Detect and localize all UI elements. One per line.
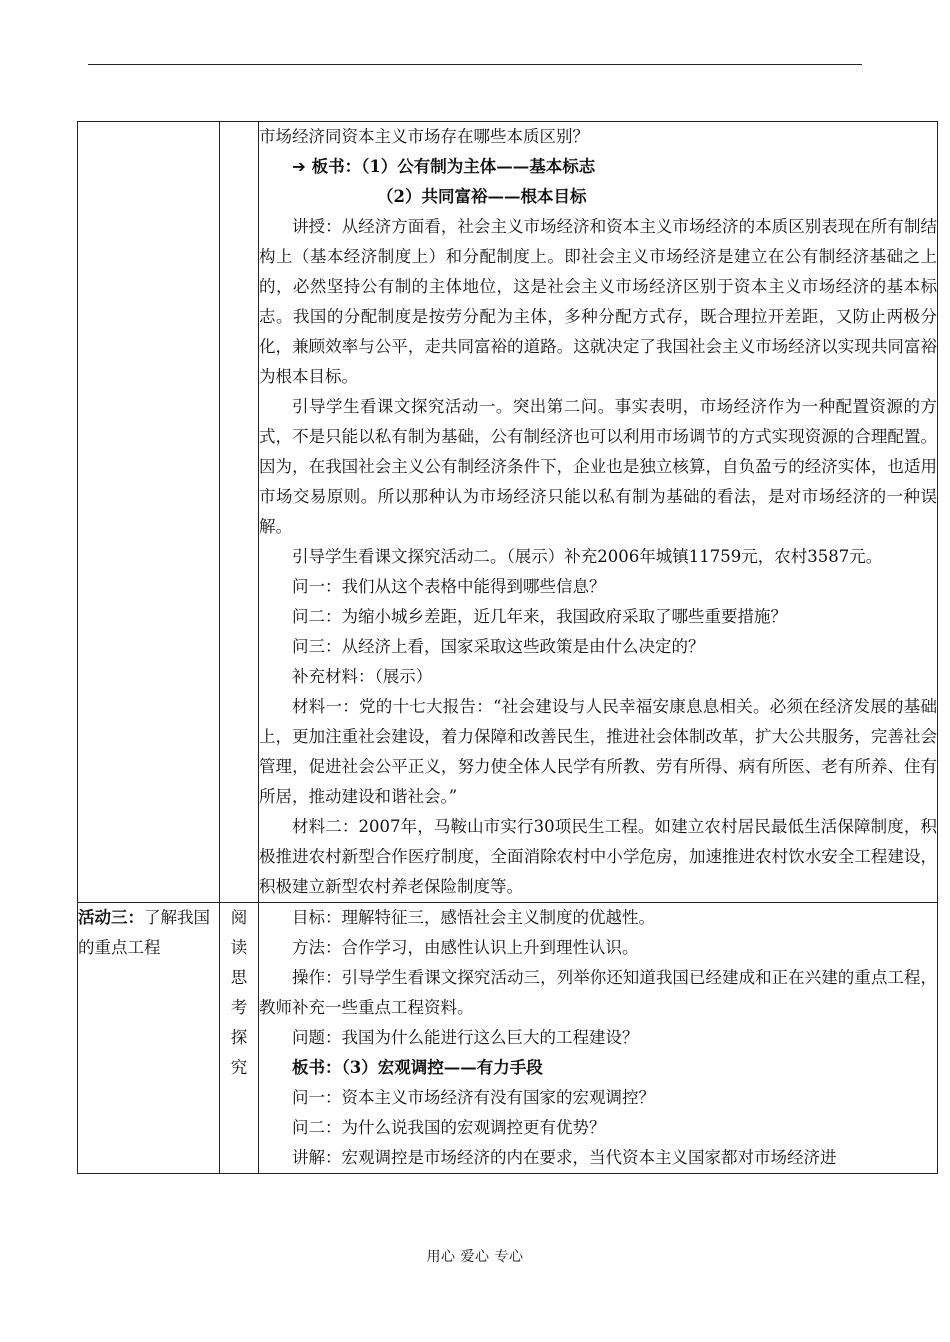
content-paragraph: 方法：合作学习，由感性认识上升到理性认识。 [292, 938, 639, 957]
board-note-3: 板书：（3）宏观调控——有力手段 [292, 1058, 543, 1077]
method-cell-empty [220, 122, 259, 903]
content-paragraph: 补充材料：（展示） [292, 667, 433, 686]
table-row-activity-3 [78, 903, 938, 1174]
content-paragraph: 问一：我们从这个表格中能得到哪些信息？ [292, 577, 606, 596]
method-char: 阅 [230, 908, 248, 927]
method-char: 探 [230, 1028, 248, 1047]
content-paragraph: 材料一：党的十七大报告：“社会建设与人民幸福安康息息相关。必须在经济发展的基础上，更加注重社会建设，着力保障和改善民生，推进社会体制改革，扩大公共服务，完善社会管理，促进社会公平正义，努力使全体人民学有所教、劳有所得、病有所医、老有所养、住有所居，推动建设和谐社会。” [259, 697, 937, 806]
content-paragraph: 目标：理解特征三，感悟社会主义制度的优越性。 [292, 908, 655, 927]
content-paragraph: 问二：为什么说我国的宏观调控更有优势？ [292, 1118, 606, 1137]
content-paragraph: 讲授：从经济方面看，社会主义市场经济和资本主义市场经济的本质区别表现在所有制结构上（基本经济制度上）和分配制度上。即社会主义市场经济是建立在公有制经济基础之上的，必然坚持公有制的主体地位，这是社会主义市场经济区别于资本主义市场经济的基本标志。我国的分配制度是按劳分配为主体，多种分配方式存，既合理拉开差距，又防止两极分化，兼顾效率与公平，走共同富裕的道路。这就决定了我国社会主义市场经济以实现共同富裕为根本目标。 [259, 217, 937, 386]
activity-title-cell [78, 903, 220, 1174]
activity-label: 活动三： [78, 908, 144, 927]
content-paragraph: 问二：为缩小城乡差距，近几年来，我国政府采取了哪些重要措施？ [292, 607, 787, 626]
board-note-1-text: 板书：（1）公有制为主体——基本标志 [311, 157, 596, 176]
method-char: 考 [230, 998, 248, 1017]
content-paragraph: 问三：从经济上看，国家采取这些政策是由什么决定的？ [292, 637, 705, 656]
content-paragraph: 引导学生看课文探究活动二。（展示）补充2006年城镇11759元，农村3587元。 [292, 547, 883, 566]
method-cell [220, 903, 259, 1174]
header-rule [88, 64, 862, 65]
method-char: 思 [230, 968, 248, 987]
page-footer: 用心 爱心 专心 [426, 1249, 524, 1265]
lesson-plan-table [77, 121, 938, 1174]
content-paragraph: 市场经济同资本主义市场存在哪些本质区别？ [259, 127, 589, 146]
content-paragraph: 操作：引导学生看课文探究活动三，列举你还知道我国已经建成和正在兴建的重点工程，教师补充一些重点工程资料。 [259, 968, 937, 1017]
activity-cell-empty [78, 122, 220, 903]
content-paragraph: 讲解：宏观调控是市场经济的内在要求，当代资本主义国家都对市场经济进 [292, 1148, 837, 1167]
content-paragraph: 材料二：2007年，马鞍山市实行30项民生工程。如建立农村居民最低生活保障制度，积极推进农村新型合作医疗制度，全面消除农村中小学危房，加速推进农村饮水安全工程建设，积极建立新型农村养老保险制度等。 [259, 817, 937, 896]
board-note-2: （2）共同富裕——根本目标 [377, 187, 587, 206]
activity-description: 了解我国的重点工程 [78, 908, 210, 957]
content-paragraph: 问一：资本主义市场经济有没有国家的宏观调控？ [292, 1088, 655, 1107]
method-char: 读 [230, 938, 248, 957]
content-cell [259, 903, 938, 1174]
board-note-1 [259, 152, 937, 182]
method-char: 究 [230, 1058, 248, 1077]
content-cell [259, 122, 938, 903]
content-paragraph: 引导学生看课文探究活动一。突出第二问。事实表明，市场经济作为一种配置资源的方式，不是只能以私有制为基础，公有制经济也可以利用市场调节的方式实现资源的合理配置。因为，在我国社会主义公有制经济条件下，企业也是独立核算，自负盈亏的经济实体，也适用市场交易原则。所以那种认为市场经济只能以私有制为基础的看法，是对市场经济的一种误解。 [259, 397, 937, 536]
table-row-continuation [78, 122, 938, 903]
content-paragraph: 问题：我国为什么能进行这么巨大的工程建设？ [292, 1028, 639, 1047]
right-arrow-icon: ➔ [292, 157, 306, 176]
